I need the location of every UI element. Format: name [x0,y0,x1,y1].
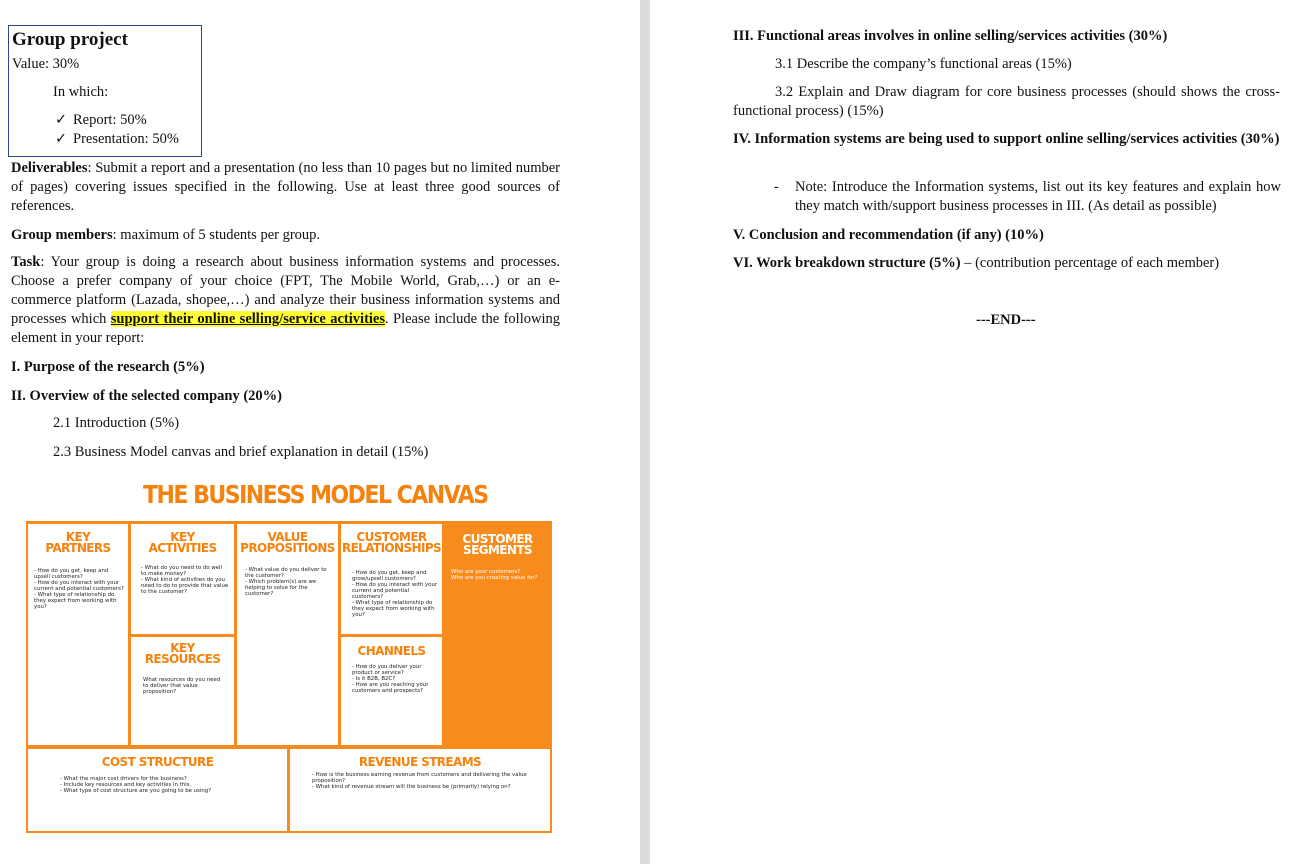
section-6-heading [733,254,1293,273]
value-text: Value: 30% [12,56,80,72]
task-label: Task [11,254,41,270]
channels-text: - How do you deliver your product or service? - Is it B2B, B2C? - How are you reaching your customers and prospects? [352,664,429,694]
section-4-heading: IV. Information systems are being used to support online selling/services activities (30%) [733,131,1280,147]
section-3-heading: III. Functional areas involves in online selling/services activities (30%) [733,28,1168,44]
group-members-paragraph [11,226,560,245]
business-model-canvas [26,521,552,833]
check-icon: ✓ [55,112,68,128]
subsection-3-2: 3.2 Explain and Draw diagram for core business processes (should shows the cross-functional process) (15%) [733,84,1280,119]
key-activities-cell [131,524,234,634]
section-6-title: VI. Work breakdown structure (5%) [733,255,961,271]
key-activities-text: - What do you need to do well to make money? - What kind of activities do you need to do to provide that value to the customer? [141,565,229,595]
group-project-box [8,25,202,157]
key-resources-text: What resources do you need to deliver that value proposition? [143,677,221,695]
customer-relationships-text: - How do you get, keep and grow/upsell customers? - How do you interact with your current and potential customers? - What type of relationship do they expect from working with you? [352,570,438,618]
customer-segments-heading: CUSTOMER SEGMENTS [462,532,533,557]
group-members-text: : maximum of 5 students per group. [112,227,321,243]
section-4-note: Note: Introduce the Information systems, list out its key features and explain how they match with/support business processes in III. (As detail as possible) [795,179,1281,214]
section-6-description: – (contribution percentage of each member) [960,255,1220,271]
business-model-canvas-title: THE BUSINESS MODEL CANVAS [143,481,488,510]
key-partners-text: - How do you get, keep and upsell customers? - How do you interact with your current and potential customers? - What type of relationship do they expect from working with you? [34,568,124,610]
customer-segments-text: Who are your customers? Who are you creating value for? [451,569,538,581]
note-dash: - [774,179,779,195]
check-icon: ✓ [55,131,68,147]
section-5-heading: V. Conclusion and recommendation (if any) (10%) [733,227,1044,243]
customer-relationships-heading: CUSTOMER RELATIONSHIPS [341,530,442,555]
cost-structure-heading: COST STRUCTURE [101,755,214,769]
subsection-3-1: 3.1 Describe the company’s functional areas (15%) [775,56,1072,72]
key-partners-heading: KEY PARTNERS [45,530,111,555]
revenue-streams-text: - How is the business earning revenue from customers and delivering the value proposition? - What kind of revenue stream will the business be (primarily) relying on? [312,772,527,790]
page-gutter [640,0,650,864]
report-label: Report: 50% [73,112,147,128]
subsection-2-1: 2.1 Introduction (5%) [53,415,180,431]
in-which-text: In which: [53,84,109,100]
value-propositions-cell [237,524,338,745]
group-members-label: Group members [11,227,113,243]
key-resources-cell [131,637,234,745]
report-item [55,111,147,130]
deliverables-label: Deliverables [11,160,88,176]
channels-cell [341,637,442,745]
deliverables-paragraph [11,159,560,216]
deliverables-text: : Submit a report and a presentation (no less than 10 pages but no limited number of pages) covering issues specified in the following. Use at least three good sources of references. [11,160,560,214]
group-project-title: Group project [12,29,128,50]
document-page-left [0,0,640,864]
value-propositions-heading: VALUE PROPOSITIONS [240,530,335,555]
key-activities-heading: KEY ACTIVITIES [148,530,217,555]
key-partners-cell [28,524,128,745]
revenue-streams-heading: REVENUE STREAMS [358,755,482,769]
key-resources-heading: KEY RESOURCES [144,641,221,666]
revenue-streams-cell [290,749,550,831]
end-marker: ---END--- [976,312,1036,328]
task-tail: . Please include the following element in your report: [11,311,560,346]
cost-structure-text: - What the major cost drivers for the business? - Include key resources and key activities in this. - What type of cost structure are you going to be using? [60,776,212,794]
presentation-label: Presentation: 50% [73,131,179,147]
task-highlight: support their online selling/service activities [110,311,385,327]
channels-heading: CHANNELS [357,644,426,658]
cost-structure-cell [28,749,287,831]
section-2-heading: II. Overview of the selected company (20%) [11,388,283,404]
task-text: : Your group is doing a research about business information systems and processes. Choose a prefer company of your choice (FPT, The Mobile World, Grab,…) or an e-commerce platform (Lazada, shopee,…) and analyze their business information systems and processes which [11,254,560,327]
task-paragraph [11,253,560,348]
subsection-2-3: 2.3 Business Model canvas and brief explanation in detail (15%) [53,444,429,460]
presentation-item [55,130,179,149]
value-propositions-text: - What value do you deliver to the customer? - Which problem(s) are we helping to solve for the customer? [245,567,327,597]
customer-relationships-cell [341,524,442,634]
section-1-heading: I. Purpose of the research (5%) [11,359,205,375]
document-page-right [650,0,1294,864]
